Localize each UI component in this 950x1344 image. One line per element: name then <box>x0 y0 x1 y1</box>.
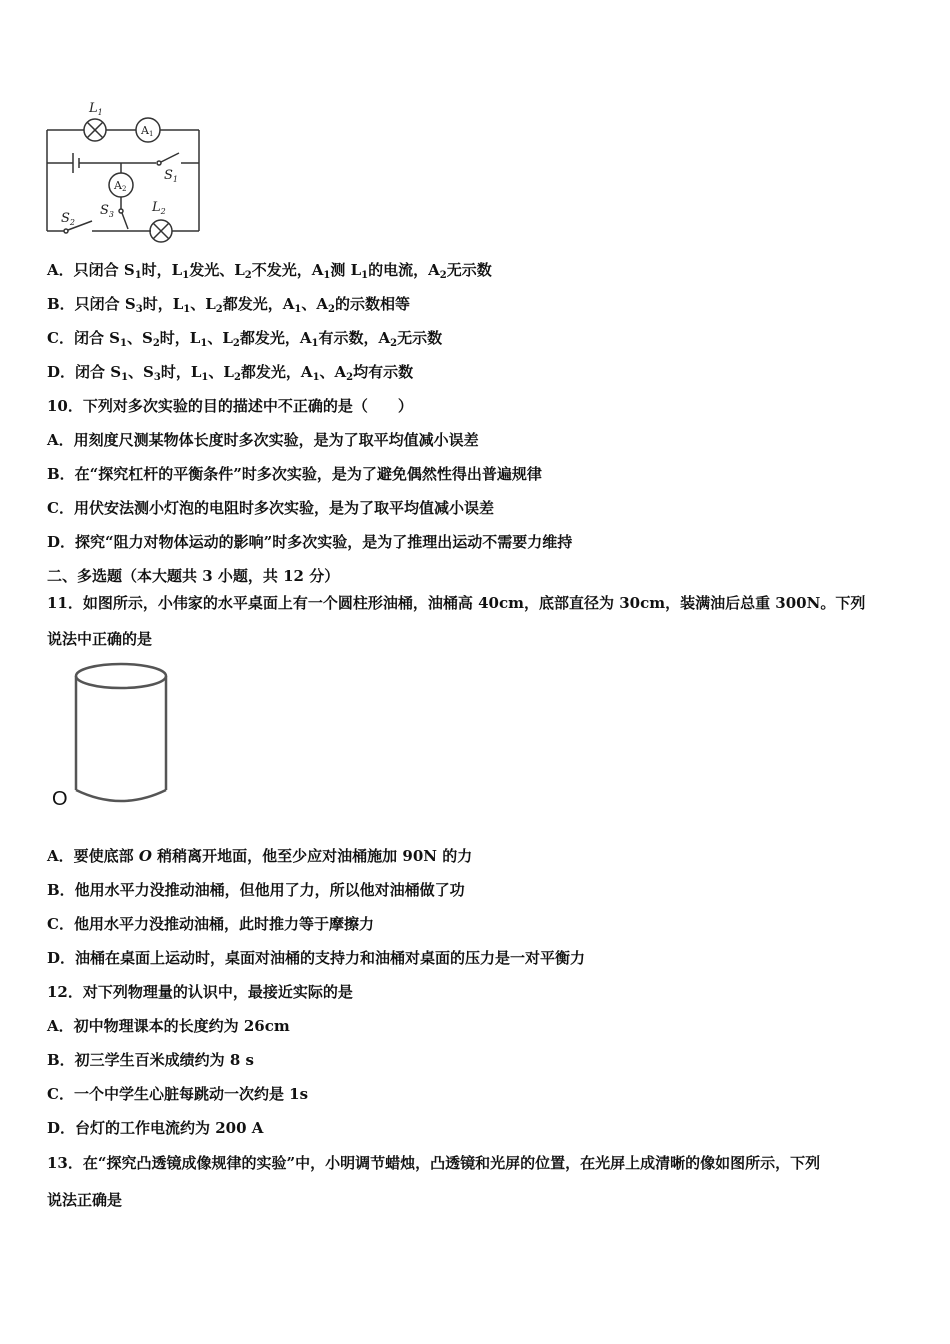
q11-stem-line2: 说法中正确的是 <box>47 630 153 648</box>
q11-stem-line1: 11．如图所示，小伟家的水平桌面上有一个圆柱形油桶，油桶高 40cm，底部直径为 30cm，装满油后总重 300N。下列 <box>47 594 866 612</box>
q9-option-d[interactable]: D．闭合 $S_1$、$S_3$时，$L_1$、$L_2$都发光，$A_1$、$A_2$均有示数 <box>47 363 414 383</box>
label-s2: $S_2$ <box>61 211 75 227</box>
q13-stem-line1: 13．在“探究凸透镜成像规律的实验”中，小明调节蜡烛，凸透镜和光屏的位置，在光屏上成清晰的像如图所示，下列 <box>47 1154 821 1172</box>
q9-option-b[interactable]: B．只闭合 $S_3$时，$L_1$、$L_2$都发光，$A_1$、$A_2$的示数相等 <box>47 295 410 315</box>
q11-option-b[interactable]: B．他用水平力没推动油桶，但他用了力，所以他对油桶做了功 <box>47 881 465 899</box>
q10-stem: 10．下列对多次实验的目的描述中不正确的是（ ） <box>47 397 413 415</box>
label-s1: $S_1$ <box>164 168 178 184</box>
q10-option-c[interactable]: C．用伏安法测小灯泡的电阻时多次实验，是为了取平均值减小误差 <box>47 499 494 517</box>
q9-option-a[interactable]: A．只闭合 $S_1$时，$L_1$发光、$L_2$不发光，$A_1$测 $L_1$的电流，$A_2$无示数 <box>47 261 492 281</box>
q13-stem-line2: 说法正确是 <box>47 1191 123 1209</box>
circuit-diagram <box>40 95 210 245</box>
section-heading-multi-choice: 二、多选题（本大题共 3 小题，共 12 分） <box>47 567 340 585</box>
q12-option-a[interactable]: A．初中物理课本的长度约为 26cm <box>47 1017 290 1035</box>
label-s3: $S_3$ <box>100 203 114 219</box>
q11-option-c[interactable]: C．他用水平力没推动油桶，此时推力等于摩擦力 <box>47 915 374 933</box>
q11-option-a[interactable]: A．要使底部 O 稍稍离开地面，他至少应对油桶施加 90N 的力 <box>47 847 473 865</box>
point-o-label: O <box>52 788 68 810</box>
q12-option-c[interactable]: C．一个中学生心脏每跳动一次约是 1s <box>47 1085 309 1103</box>
q12-option-d[interactable]: D．台灯的工作电流约为 200 A <box>47 1119 264 1137</box>
label-a2: A2 <box>114 179 127 193</box>
oil-drum-figure <box>48 660 178 810</box>
q10-option-d[interactable]: D．探究“阻力对物体运动的影响”时多次实验，是为了推理出运动不需要力维持 <box>47 533 573 551</box>
label-l2: $L_2$ <box>152 200 166 216</box>
q9-option-c[interactable]: C．闭合 $S_1$、$S_2$时，$L_1$、$L_2$都发光，$A_1$有示数，$A_2$无示数 <box>47 329 443 349</box>
label-l1: $L_1$ <box>89 101 103 117</box>
label-a1: A1 <box>141 124 154 138</box>
q12-stem: 12．对下列物理量的认识中，最接近实际的是 <box>47 983 353 1001</box>
q12-option-b[interactable]: B．初三学生百米成绩约为 8 s <box>47 1051 255 1069</box>
q10-option-a[interactable]: A．用刻度尺测某物体长度时多次实验，是为了取平均值减小误差 <box>47 431 479 449</box>
q10-option-b[interactable]: B．在“探究杠杆的平衡条件”时多次实验，是为了避免偶然性得出普遍规律 <box>47 465 542 483</box>
q11-option-d[interactable]: D．油桶在桌面上运动时，桌面对油桶的支持力和油桶对桌面的压力是一对平衡力 <box>47 949 586 967</box>
